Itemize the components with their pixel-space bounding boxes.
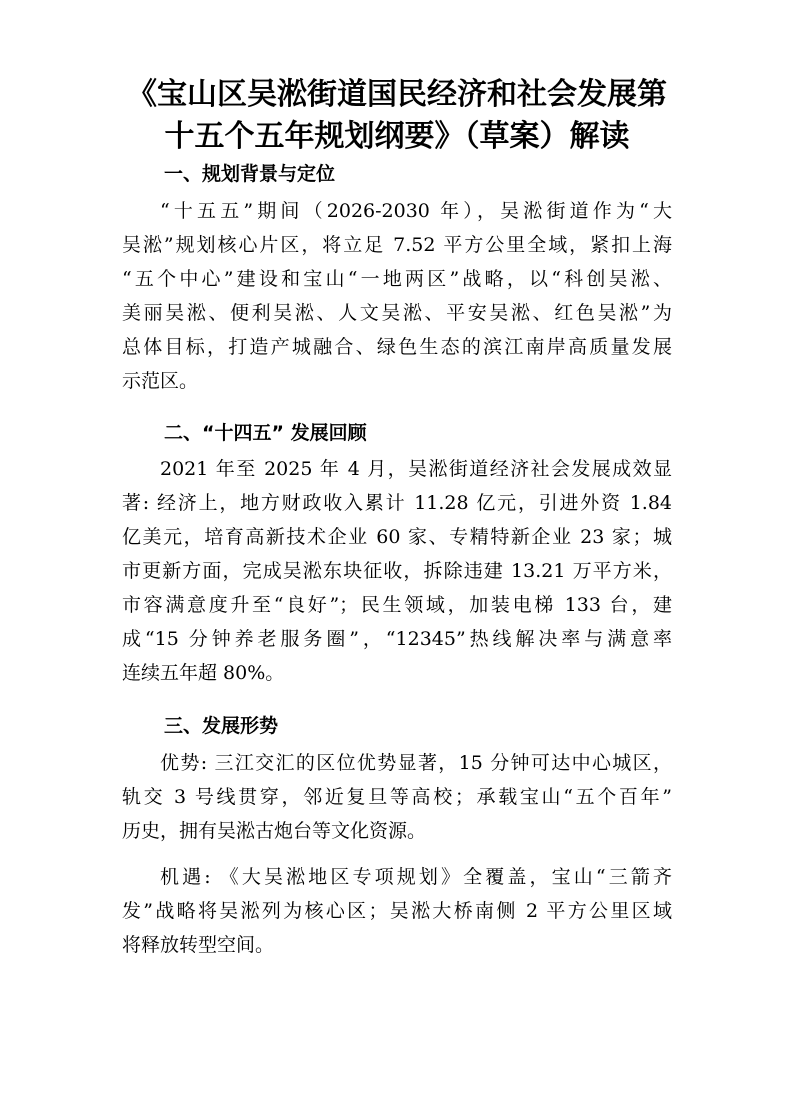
paragraph-line: 机遇: 《大吴淞地区专项规划》全覆盖，宝山“三箭齐 bbox=[160, 866, 672, 888]
section-heading-background: 一、规划背景与定位 bbox=[164, 163, 336, 185]
paragraph-line: 优势: 三江交汇的区位优势显著，15 分钟可达中心城区， bbox=[160, 752, 672, 774]
paragraph-line: 吴淞”规划核心片区，将立足 7.52 平方公里全域，紧扣上海 bbox=[122, 234, 672, 256]
paragraph-line: 市容满意度升至“良好”；民生领域，加装电梯 133 台，建 bbox=[122, 594, 672, 616]
section-heading-situation: 三、发展形势 bbox=[164, 715, 279, 737]
paragraph-line: 轨交 3 号线贯穿，邻近复旦等高校；承载宝山“五个百年” bbox=[122, 786, 672, 808]
paragraph-line: 总体目标，打造产城融合、绿色生态的滨江南岸高质量发展 bbox=[122, 336, 672, 358]
paragraph-line: 市更新方面，完成吴淞东块征收，拆除违建 13.21 万平方米， bbox=[122, 560, 672, 582]
paragraph-line: 成“15 分钟养老服务圈”，“12345”热线解决率与满意率 bbox=[122, 628, 672, 650]
paragraph-line: 连续五年超 80%。 bbox=[122, 662, 285, 684]
paragraph-line: 著: 经济上，地方财政收入累计 11.28 亿元，引进外资 1.84 bbox=[122, 492, 672, 514]
paragraph-line: 发”战略将吴淞列为核心区；吴淞大桥南侧 2 平方公里区域 bbox=[122, 900, 672, 922]
paragraph-line: “十五五”期间（2026-2030 年），吴淞街道作为“大 bbox=[160, 200, 672, 222]
section-heading-review: 二、“十四五” 发展回顾 bbox=[164, 422, 367, 444]
paragraph-line: “五个中心”建设和宝山“一地两区”战略，以“科创吴淞、 bbox=[122, 268, 672, 290]
paragraph-line: 示范区。 bbox=[122, 370, 199, 392]
document-title-line-1: 《宝山区吴淞街道国民经济和社会发展第 bbox=[127, 77, 667, 112]
paragraph-line: 将释放转型空间。 bbox=[122, 934, 275, 956]
paragraph-line: 历史，拥有吴淞古炮台等文化资源。 bbox=[122, 820, 427, 842]
paragraph-line: 2021 年至 2025 年 4 月，吴淞街道经济社会发展成效显 bbox=[160, 458, 672, 480]
paragraph-line: 美丽吴淞、便利吴淞、人文吴淞、平安吴淞、红色吴淞”为 bbox=[122, 302, 672, 324]
document-title-line-2: 十五个五年规划纲要》（草案）解读 bbox=[164, 119, 630, 154]
paragraph-line: 亿美元，培育高新技术企业 60 家、专精特新企业 23 家；城 bbox=[122, 526, 672, 548]
